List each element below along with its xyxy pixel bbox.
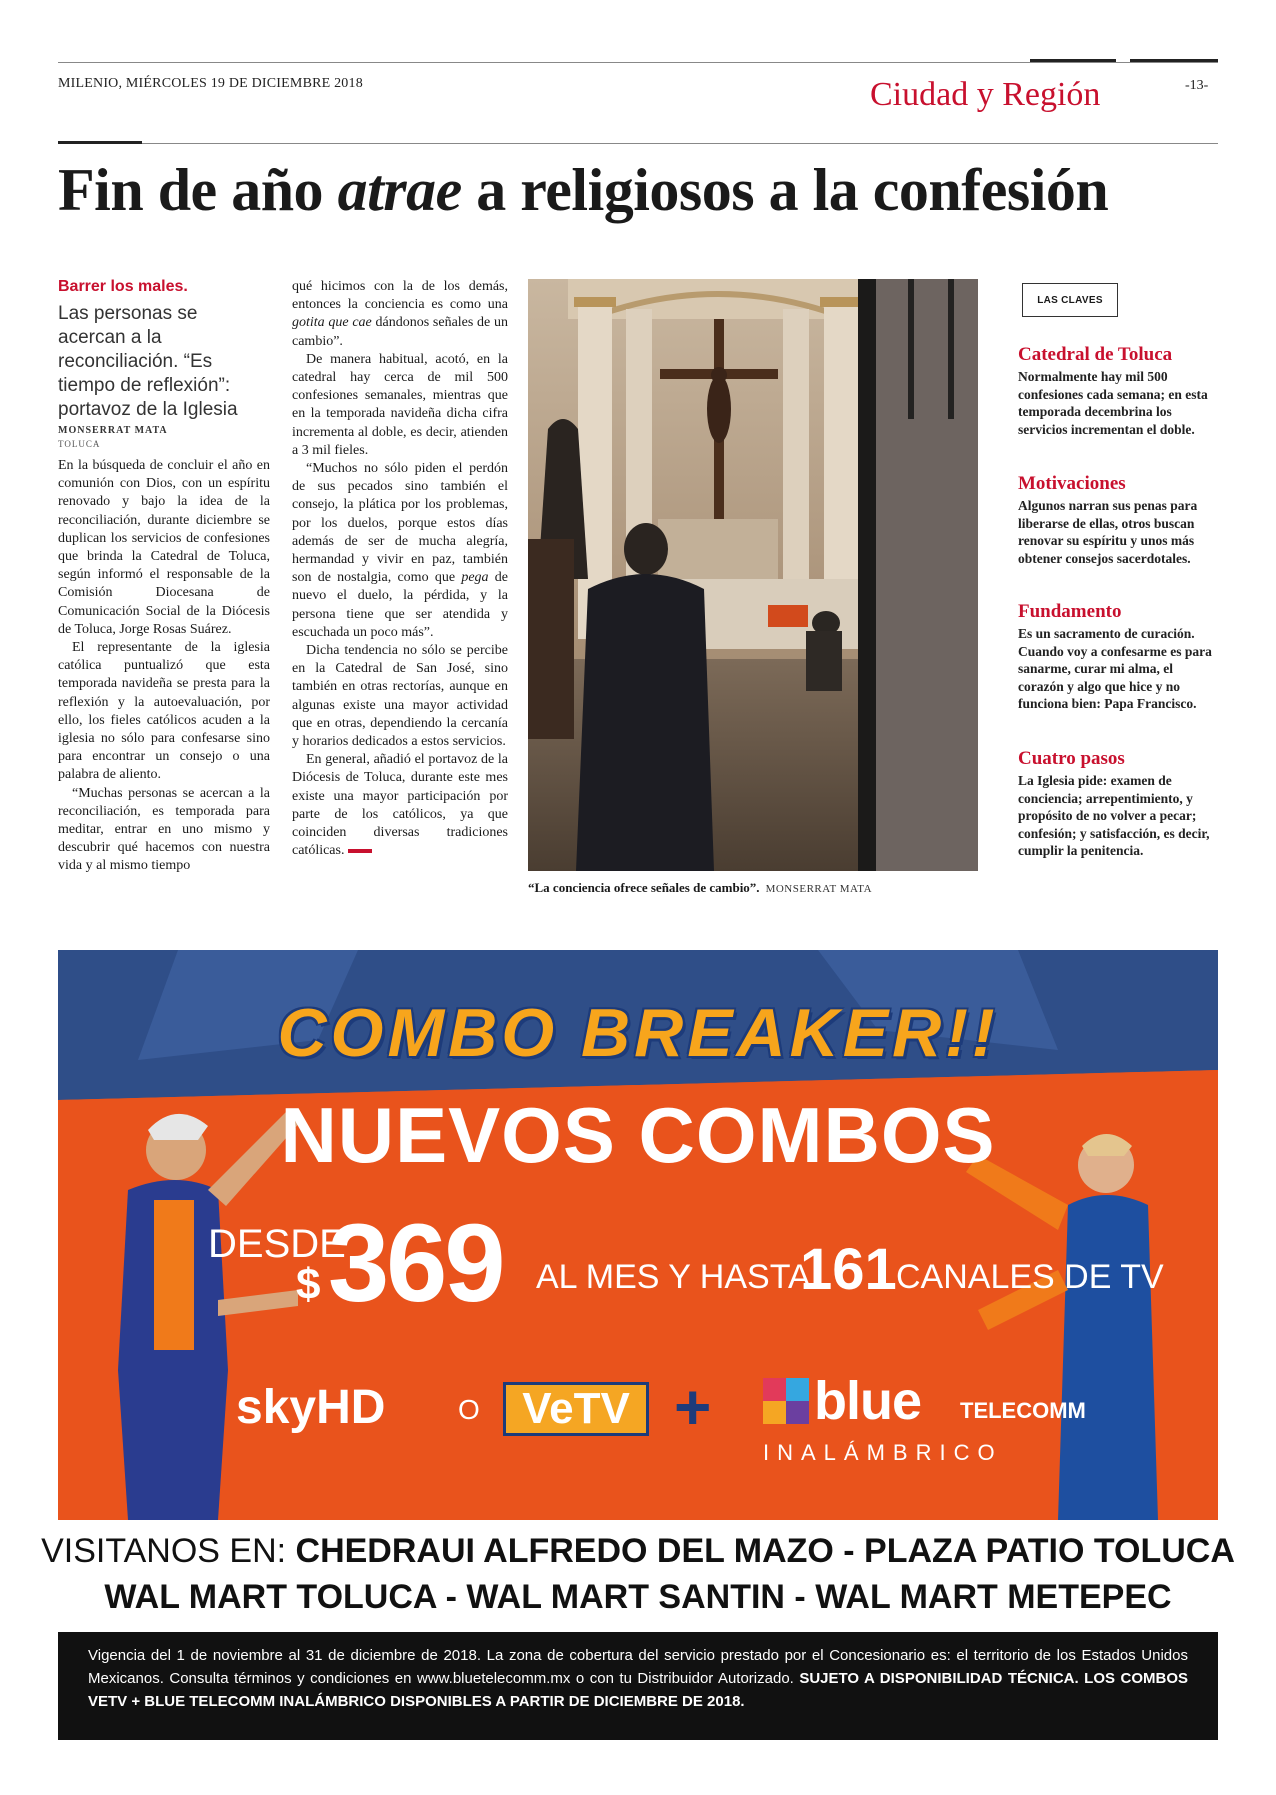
sidebar-item-text: Normalmente hay mil 500 confesiones cada semana; en esta temporada decembrina los servicios incrementan el doble. bbox=[1018, 369, 1208, 437]
cathedral-photo bbox=[528, 279, 978, 871]
sidebar-item-text: Es un sacramento de curación. Cuando voy a confesarme es para sanarme, curar mi alma, el corazón y algo que hice y no funciona bien: Papa Francisco. bbox=[1018, 626, 1212, 711]
ad-dollar-sign: $ bbox=[296, 1260, 321, 1309]
ad-price: 369 bbox=[328, 1202, 503, 1325]
paragraph: El representante de la iglesia católica puntualizó que esta temporada navideña se presta para la reflexión y la autoevaluación, por ello, los fieles católicos acuden a la iglesia no sólo para confesarse sino para encontrar un consejo o una palabra de aliento. bbox=[58, 640, 270, 783]
sidebar-item-text: Algunos narran sus penas para liberarse de ellas, otros buscan renovar su espíritu y unos más obtener consejos sacerdotales. bbox=[1018, 498, 1198, 566]
ad-per-month: AL MES Y HASTA bbox=[536, 1258, 811, 1296]
sidebar-item bbox=[1018, 473, 1218, 567]
article-column-1 bbox=[58, 457, 270, 876]
sidebar-item bbox=[1018, 344, 1218, 438]
edition-date: MILENIO, MIÉRCOLES 19 DE DICIEMBRE 2018 bbox=[58, 76, 363, 91]
end-mark bbox=[348, 849, 372, 853]
claves-label: LAS CLAVES bbox=[1022, 283, 1118, 317]
header-rule-accent bbox=[58, 141, 142, 144]
paragraph: De manera habitual, acotó, en la catedral hay cerca de mil 500 confesiones semanales, mientras que en la temporada navideña dicha cifra incrementa al doble, es decir, atienden a 3 mil fieles. bbox=[292, 351, 508, 458]
sidebar-item-title: Cuatro pasos bbox=[1018, 748, 1125, 769]
article-dek: Las personas se acercan a la reconciliación. “Es tiempo de reflexión”: portavoz de la Iglesia bbox=[58, 303, 238, 420]
paragraph: Dicha tendencia no sólo se percibe en la Catedral de San José, sino también en otras rectorías, aunque en algunas existe una mayor actividad que en otras, dependiendo la cercanía y horarios dedicados a estos servicios. bbox=[292, 643, 508, 750]
ad-terms: Vigencia del 1 de noviembre al 31 de diciembre de 2018. La zona de cobertura del servicio prestado por el Concesionario es: el territorio de los Estados Unidos Mexicanos. Consulta términos y condiciones en www.bluetelecomm.mx o con tu Distribuidor Autorizado. SUJETO A DISPONIBILIDAD TÉCNICA. LOS COMBOS VETV + BLUE TELECOMM INALÁMBRICO DISPONIBLES A PARTIR DE DICIEMBRE DE 2018. bbox=[58, 1632, 1218, 1740]
article-column-2 bbox=[292, 278, 508, 861]
telecomm-label: TELECOMM bbox=[960, 1398, 1086, 1423]
paragraph: En general, añadió el portavoz de la Diócesis de Toluca, durante este mes existe una mayor participación por parte de los católicos, ya que coinciden diversas tradiciones católicas. bbox=[292, 752, 508, 859]
ad-locations-line-2: WAL MART TOLUCA - WAL MART SANTIN - WAL MART METEPEC bbox=[104, 1578, 1172, 1616]
photo-caption: “La conciencia ofrece señales de cambio”. MONSERRAT MATA bbox=[528, 880, 873, 895]
ad-nuevos-combos: NUEVOS COMBOS bbox=[280, 1091, 996, 1179]
sidebar-item-title: Catedral de Toluca bbox=[1018, 344, 1173, 365]
paragraph: En la búsqueda de concluir el año en comunión con Dios, con un espíritu renovado y bajo la idea de la reconciliación, durante diciembre se duplican los servicios de confesiones que brinda la Catedral de Toluca, según informó el responsable de la Comisión Diocesana de Comunicación Social de la Diócesis de Toluca, Jorge Rosas Suárez. bbox=[58, 458, 270, 637]
sidebar-item-title: Motivaciones bbox=[1018, 473, 1126, 494]
ad-desde: DESDE bbox=[208, 1222, 346, 1266]
paragraph: “Muchas personas se acercan a la reconciliación, es temporada para meditar, entrar en uno mismo y descubrir qué hacemos con nuestra vida y al mismo tiempo bbox=[58, 785, 270, 874]
byline: MONSERRAT MATA bbox=[58, 425, 168, 436]
article-kicker: Barrer los males. bbox=[58, 278, 188, 295]
top-rule-accent bbox=[1130, 59, 1218, 62]
top-rule bbox=[58, 62, 1218, 63]
vetv-logo: VeTV bbox=[503, 1382, 649, 1436]
ad-channels-label: CANALES DE TV bbox=[896, 1258, 1164, 1296]
ad-plus: + bbox=[674, 1371, 712, 1443]
top-rule-accent bbox=[1030, 59, 1116, 62]
headline: Fin de año atrae a religiosos a la confesión bbox=[58, 157, 1109, 223]
sidebar-item-title: Fundamento bbox=[1018, 601, 1122, 622]
header-rule bbox=[58, 143, 1218, 144]
blue-telecomm-logo: blue bbox=[814, 1371, 922, 1431]
paragraph: “Muchos no sólo piden el perdón de sus pecados sino también el consejo, la plática por los problemas, por los duelos, porque estos días además de ser de mucha alegría, hermandad y vivir en paz, también son de nostalgia, como que pega de nuevo el duelo, la pérdida, y la persona tiene que ser atendida y escuchada un poco más”. bbox=[292, 461, 509, 640]
paragraph: qué hicimos con la de los demás, entonces la conciencia es como una gotita que cae dándonos señales de un cambio”. bbox=[292, 279, 509, 349]
cathedral-interior-illustration bbox=[528, 279, 978, 871]
ad-locations-line-1: VISITANOS EN: CHEDRAUI ALFREDO DEL MAZO - PLAZA PATIO TOLUCA bbox=[41, 1532, 1235, 1570]
inalambrico-label: INALÁMBRICO bbox=[763, 1440, 1003, 1465]
advertisement[interactable] bbox=[58, 950, 1218, 1520]
blue-logo-mark bbox=[763, 1378, 809, 1424]
page-number: -13- bbox=[1185, 78, 1209, 93]
ad-channel-count: 161 bbox=[800, 1237, 897, 1302]
sidebar-item-text: La Iglesia pide: examen de conciencia; arrepentimiento, y propósito de no volver a pecar; confesión; y satisfacción, es decir, cumplir la penitencia. bbox=[1018, 773, 1210, 858]
sidebar-item bbox=[1018, 748, 1218, 860]
ad-or: O bbox=[458, 1394, 480, 1425]
skyhd-logo: skyHD bbox=[236, 1381, 386, 1434]
sidebar-item bbox=[1018, 601, 1218, 713]
ad-combo-breaker: COMBO BREAKER!! bbox=[277, 995, 999, 1071]
section-title: Ciudad y Región bbox=[870, 76, 1101, 113]
photo-credit: MONSERRAT MATA bbox=[765, 883, 873, 895]
dateline: TOLUCA bbox=[58, 439, 101, 449]
